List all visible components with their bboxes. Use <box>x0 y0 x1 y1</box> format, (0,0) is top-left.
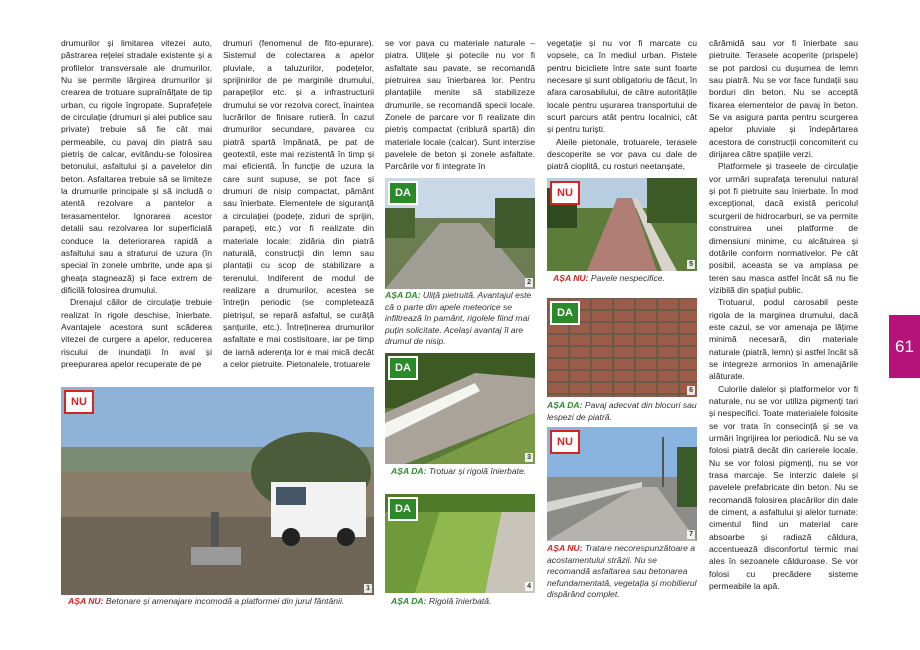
photo-number: 2 <box>527 279 531 286</box>
paragraph: Trotuarul, podul carosabil peste rigola de la marginea drumului, dacă este cazul, se vor amenaja pe lățime minimă necesară, din materiale naturale (piatră, lemn) și astfel încât să se integreze armonios în amenajările alăturate. <box>709 297 858 382</box>
nu-badge: NU <box>550 181 580 205</box>
paragraph: Platformele și traseele de circulație vor urmări suprafața terenului natural și pot fi pietruite sau înierbate. În mod excepțional, dacă există pericolul scurgerii de hidrocarburi, se va permite construirea unei platforme de dimensiuni minime, cu alcătuirea și dotările conform normativelor. Pe cât posibil, aceasta se va amplasa pe teren sau masca astfel încât să nu fie vizibilă din spațiul public. <box>709 161 858 295</box>
photo-caption: AȘA DA: Rigolă înierbată. <box>391 596 492 606</box>
photo-number: 3 <box>527 454 531 461</box>
paragraph: Aleile pietonale, trotuarele, terasele descoperite se vor pava cu dale de piatră cioplită, cu rosturi neetanșate, <box>547 136 697 172</box>
nu-badge: NU <box>64 390 94 414</box>
photo-stone-paving <box>547 298 697 397</box>
text-column-4 <box>547 37 697 173</box>
da-badge: DA <box>388 497 418 521</box>
photo-caption: AȘA NU: Tratare necorespunzătoare a acostamentului străzii. Nu se recomandă asfaltarea sau betonarea nefundamentată, vegetația și mobilierul dispărând complet. <box>547 543 697 599</box>
text-column-2 <box>223 37 374 370</box>
text-column-1 <box>61 37 212 370</box>
page-number: 61 <box>889 315 920 378</box>
photo-caption: AȘA DA: Pavaj adecvat din blocuri sau lespezi de piatră. <box>547 400 697 422</box>
paragraph: Culorile dalelor și platformelor vor fi naturale, nu se vor utiliza pigmenți tari și nespecifici. Toate materialele folosite se vor trata în consecință și se va urmări îngrijirea lor periodică. Nu se va folosi piatră decât din carierele locale. Nu se vor folosi pigmenți, nu se vor trasa marcaje. Se interzic dalele și pavelele prefabricate din beton. Nu se recomandă folosirea placărilor din dale de ciment, a asfaltului și alelor turnate: cimentul fiind un material care absoarbe și radiază căldura, accentuează disconfortul termic mai ales în sezoanele călduroase. Se vor folosi cu precădere sisteme permeabile la apă. <box>709 383 858 592</box>
photo-sidewalk-ditch <box>385 353 535 464</box>
da-badge: DA <box>550 301 580 325</box>
photo-caption: AȘA NU: Pavele nespecifice. <box>553 273 665 283</box>
photo-well-platform <box>61 387 374 595</box>
photo-number: 5 <box>689 261 693 268</box>
photo-gravel-road <box>385 178 535 289</box>
da-badge: DA <box>388 181 418 205</box>
paragraph: vegetație și nu vor fi marcate cu vopsele, ca în mediul urban. Pistele pentru bicicliete între sate sunt foarte necesare și sunt obligatoriu de făcut, în afara carosabilului, de către autoritățile locale pentru ușurarea transportului de scurt parcurs atât pentru localnici, cât și pentru turiști. <box>547 38 697 135</box>
photo-concrete-pavers <box>547 178 697 271</box>
paragraph: Drenajul căilor de circulație trebuie realizat în rigole deschise, înierbate. Avantajele acestora sunt scăderea vitezei de curgere a apelor, reducerea riscului de inundații în aval și preepurarea apelor recuperate de pe <box>61 297 212 369</box>
photo-number: 4 <box>527 583 531 590</box>
da-badge: DA <box>388 356 418 380</box>
photo-caption: AȘA DA: Trotuar și rigolă înierbate. <box>391 466 527 476</box>
photo-number: 6 <box>689 387 693 394</box>
paragraph: drumuri (fenomenul de fito-epurare). Sistemul de colectarea a apelor pluviale, a taluzurilor, podețelor, sprijinirilor de pe marginile drumului, parapeților etc. și a infrastructurii drumului se vor rezolva corect, înaintea lucrărilor de finisare rutieră. În cazul drumurilor secundare, pavarea cu piatră spartă împănată, pe pat de geotextil, este mai rezistentă în timp și mai eficientă. În funcție de uzura la care sunt supuse, se pot face și drumuri de nisip compactat, pământ sau înierbate. Elementele de siguranță a circulației (podețe, ziduri de sprijin, parapeți, etc.) vor fi realizate din materiale locale: zidăria din piatră naturală, construcții din lemn sau plantații cu scop de stabilizare a terenului. Indiferent de modul de realizare a drumurilor, acestea se întrețin periodic (se completează pietrișul, se repară asfaltul, se curăță șanțurile, etc.). Întreținerea drumurilor asfaltate e mai costisitoare, iar pe timp de iarnă aderența lor e mai mică decât a celor pietruite. Pietonalele, trotuarele <box>223 38 374 369</box>
photo-number: 1 <box>366 585 370 592</box>
photo-caption: AȘA DA: Uliță pietruită. Avantajul este că o parte din apele meteorice se infiltrează în pamânt, rigolele fiind mai puțin solicitate. Același avantaj îl are drumul de nisip. <box>385 290 532 346</box>
photo-grassy-ditch <box>385 494 535 593</box>
photo-caption: AȘA NU: Betonare și amenajare incomodă a platformei din jurul fântânii. <box>68 596 345 606</box>
paragraph: drumurilor și limitarea vitezei auto, păstrarea rețelei stradale existente și a profilelor transversale ale drumurilor. Nu se permite lărgirea drumurilor și crearea de trotuare supraînălțate de tip urban, cu rigole îngropate. Suprafețele de circulație (drumuri și alei publice sau private) trebuie să fie cât mai permeabile, cu pavaj din piatră sau pietriș de calcar, evitându-se folosirea betonului, asfaltului și a pavelelor din beton. Asfaltarea trebuie să se limiteze la drumurile principale și să includă o atentă rezolvare a pantelor a terasamentelor. Ignorarea acestor detalii sau rezolvarea lor superficială conduce la deteriorarea rapidă a asfaltului sau a straturui de uzura (în special în zonele umbrite, unde apa și gheața stagnează) și face extrem de dificilă folosirea drumului. <box>61 38 212 295</box>
text-column-3 <box>385 37 535 173</box>
photo-concrete-roadside <box>547 427 697 541</box>
nu-badge: NU <box>550 430 580 454</box>
photo-number: 7 <box>689 531 693 538</box>
text-column-5 <box>709 37 858 592</box>
paragraph: cărămidă sau vor fi înierbate sau pietruite. Terasele acoperite (prispele) se pot pardosi cu dușumea de lemn sau piatră. Nu se vor face fundații sau borduri din beton. Nu se acceptă fixarea elementelor de pavaj în beton. Se va asigura panta pentru scurgerea apelor pluviale și îndepărtarea acestora de construcții concomitent cu dirijarea către spațiile verzi. <box>709 38 858 160</box>
paragraph: se vor pava cu materiale naturale – piatra. Ulițele și potecile nu vor fi asfaltate sau pavate, se recomandă pietruirea sau înierbarea lor. Pentru plantațiile menite să stabilizeze drumurile, se recomandă specii locale. Zonele de parcare vor fi realizate din pietriș compactat (criblură spartă) din materiale locale (calcar). Sunt interzise pavelele de beton și zonele asfaltate. Parcările vor fi integrate în <box>385 38 535 172</box>
